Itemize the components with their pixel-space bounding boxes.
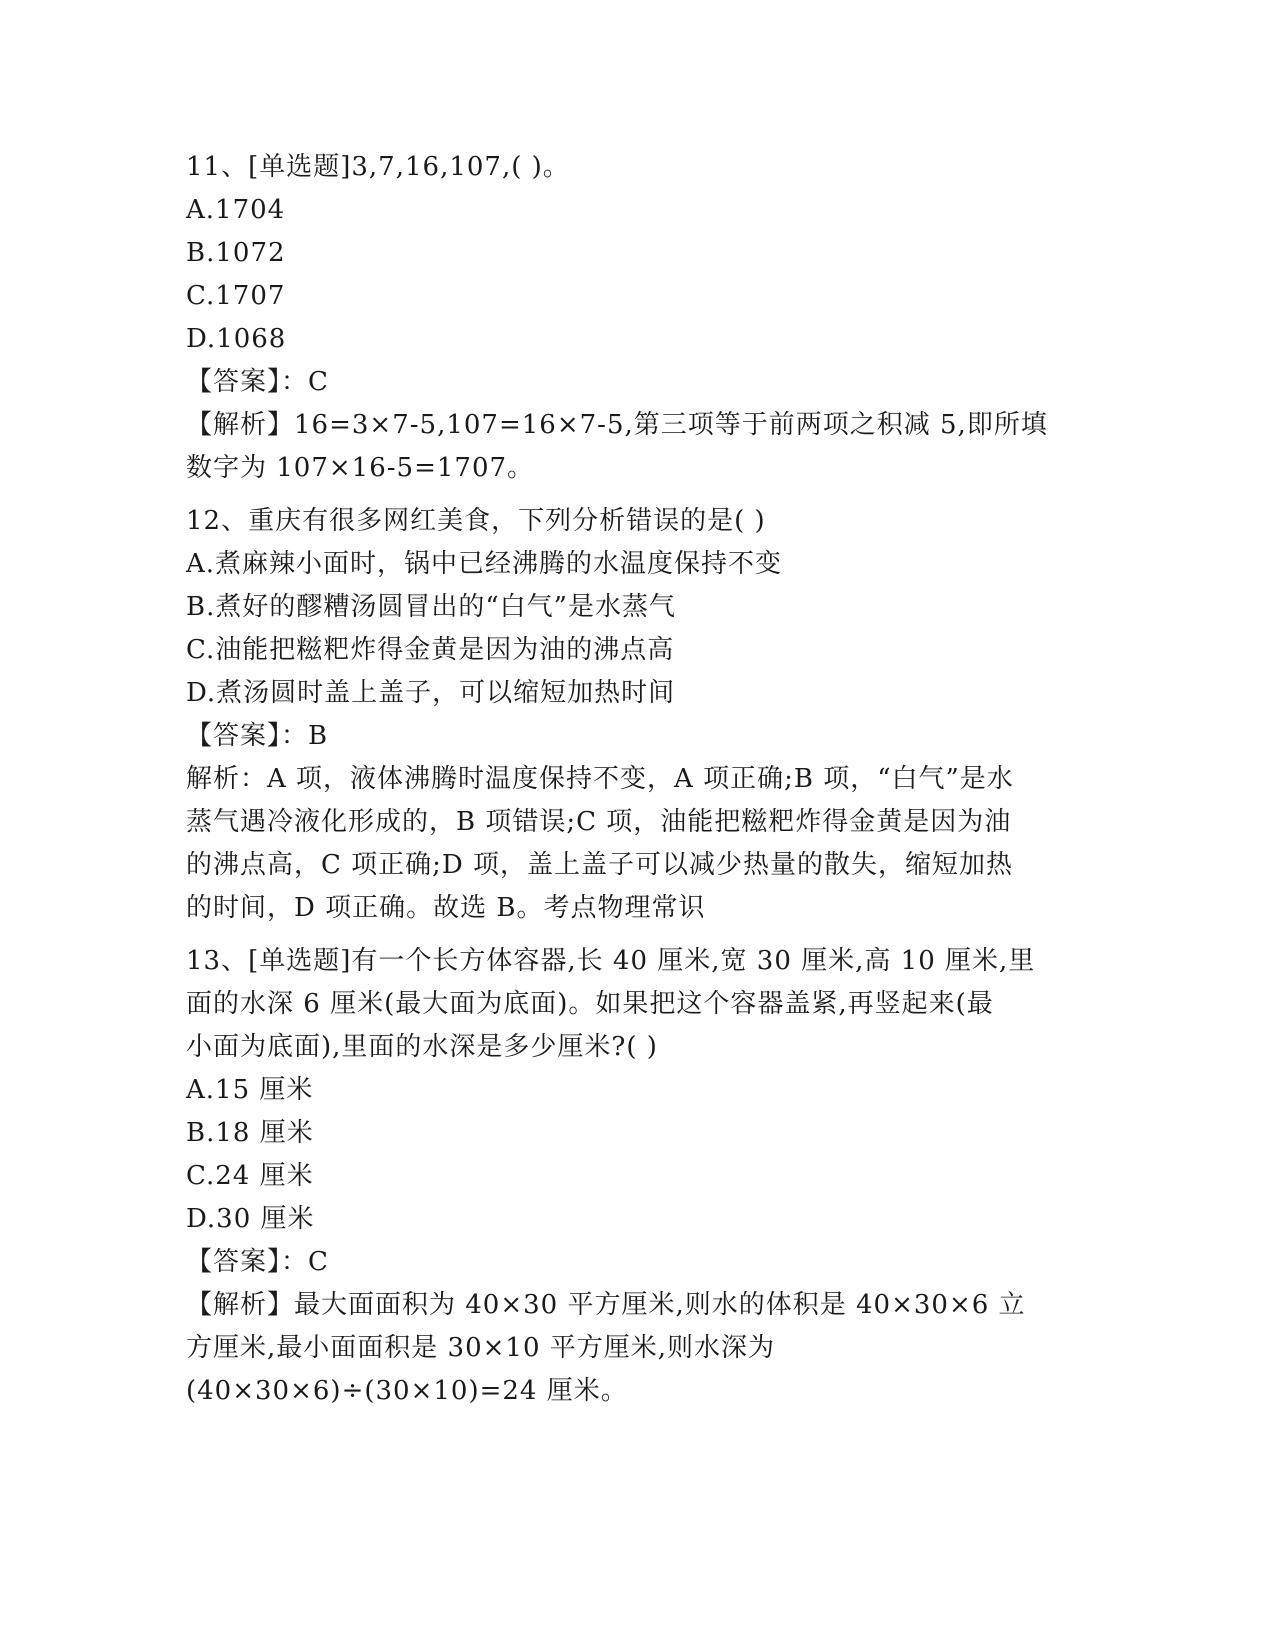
question-stem: 11、[单选题]3,7,16,107,( )。 xyxy=(186,152,570,182)
analysis-line: 的沸点高，C 项正确;D 项，盖上盖子可以减少热量的散失，缩短加热 xyxy=(186,850,1014,880)
analysis-line: 【解析】16=3×7-5,107=16×7-5,第三项等于前两项之积减 5,即所填 xyxy=(186,410,1048,440)
analysis-line: 蒸气遇冷液化形成的，B 项错误;C 项，油能把糍粑炸得金黄是因为油 xyxy=(186,807,1012,837)
option-d: D.1068 xyxy=(186,324,287,354)
question-12 xyxy=(186,500,1086,930)
analysis-line: 数字为 107×16-5=1707。 xyxy=(186,453,535,483)
option-d: D.30 厘米 xyxy=(186,1204,315,1234)
option-b: B.18 厘米 xyxy=(186,1118,314,1148)
question-stem: 小面为底面),里面的水深是多少厘米?( ) xyxy=(186,1032,658,1062)
option-c: C.24 厘米 xyxy=(186,1161,314,1191)
question-13 xyxy=(186,940,1086,1413)
option-b: B.1072 xyxy=(186,238,286,268)
option-a: A.1704 xyxy=(186,195,286,225)
analysis-line: 方厘米,最小面面积是 30×10 平方厘米,则水深为 xyxy=(186,1333,776,1363)
analysis-line: (40×30×6)÷(30×10)=24 厘米。 xyxy=(186,1376,628,1406)
analysis-line: 解析：A 项，液体沸腾时温度保持不变，A 项正确;B 项，“白气”是水 xyxy=(186,764,1014,794)
question-stem: 面的水深 6 厘米(最大面为底面)。如果把这个容器盖紧,再竖起来(最 xyxy=(186,989,994,1019)
answer-line: 【答案】：C xyxy=(186,1247,329,1277)
answer-line: 【答案】：B xyxy=(186,721,329,751)
question-stem: 12、重庆有很多网红美食，下列分析错误的是( ) xyxy=(186,506,766,536)
question-stem: 13、[单选题]有一个长方体容器,长 40 厘米,宽 30 厘米,高 10 厘米,里 xyxy=(186,946,1036,976)
analysis-line: 【解析】最大面面积为 40×30 平方厘米,则水的体积是 40×30×6 立 xyxy=(186,1290,1026,1320)
option-c: C.1707 xyxy=(186,281,286,311)
option-c: C.油能把糍粑炸得金黄是因为油的沸点高 xyxy=(186,635,675,665)
question-11 xyxy=(186,146,1086,490)
analysis-line: 的时间，D 项正确。故选 B。考点物理常识 xyxy=(186,893,706,923)
option-a: A.煮麻辣小面时，锅中已经沸腾的水温度保持不变 xyxy=(186,549,783,579)
option-a: A.15 厘米 xyxy=(186,1075,314,1105)
answer-line: 【答案】：C xyxy=(186,367,329,397)
option-d: D.煮汤圆时盖上盖子，可以缩短加热时间 xyxy=(186,678,676,708)
document-page xyxy=(186,146,1086,1413)
option-b: B.煮好的醪糟汤圆冒出的“白气”是水蒸气 xyxy=(186,592,676,622)
